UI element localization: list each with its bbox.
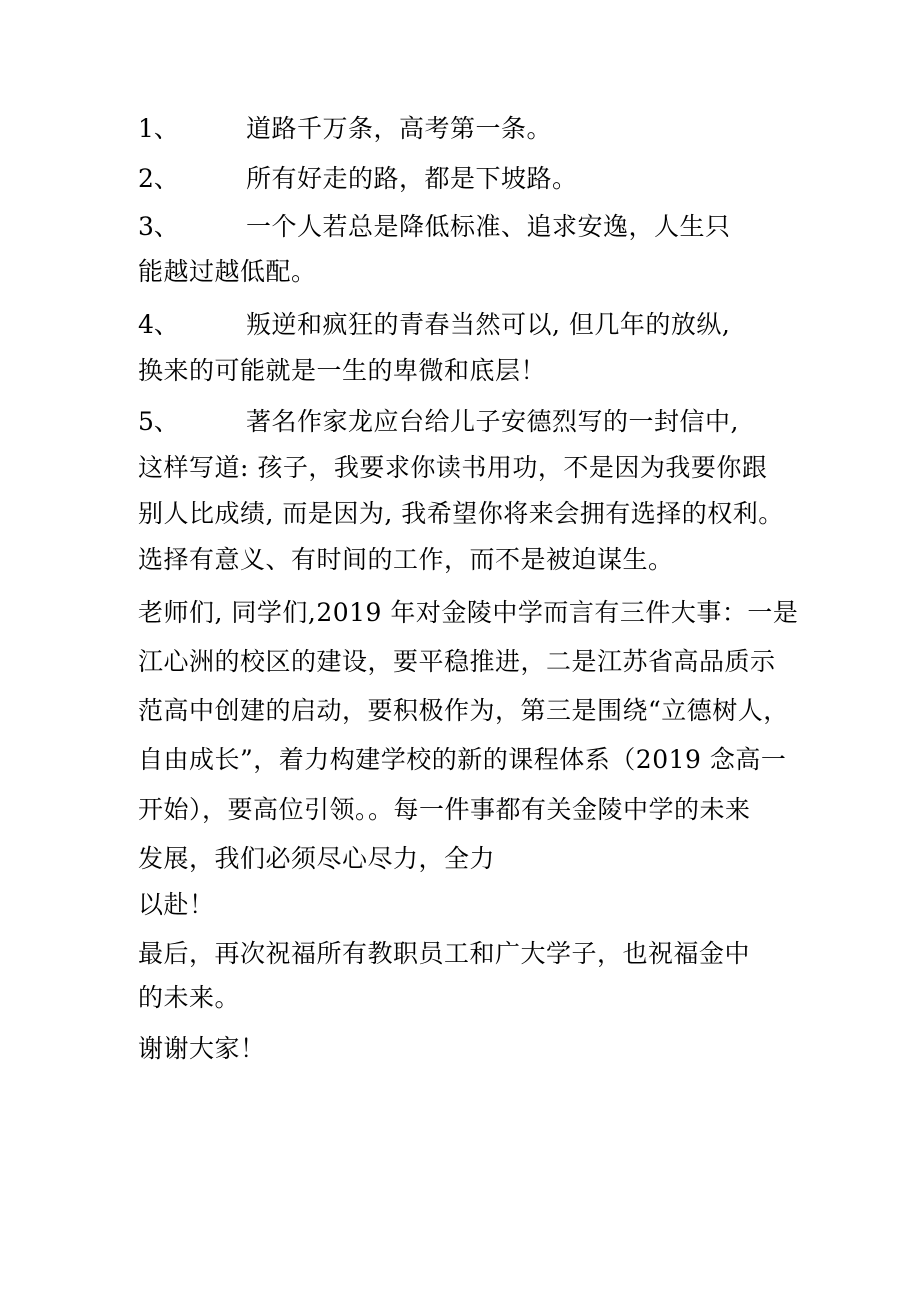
paragraph-line: 开始），要高位引领。。每一件事都有关金陵中学的未来	[138, 795, 751, 824]
list-item-5-continuation: 别人比成绩, 而是因为, 我希望你将来会拥有选择的权利。	[138, 499, 784, 528]
paragraph-line: 自由成长”，着力构建学校的新的课程体系（2019 念高一	[138, 745, 787, 774]
list-item-5-continuation: 这样写道: 孩子，我要求你读书用功，不是因为我要你跟	[138, 453, 768, 482]
list-number: 5、	[138, 407, 179, 436]
list-number: 2、	[138, 164, 179, 193]
paragraph-line: 发展，我们必须尽心尽力，全力	[138, 844, 496, 873]
thanks-line: 谢谢大家！	[138, 1034, 266, 1063]
list-item-4	[138, 310, 730, 340]
list-number: 3、	[138, 212, 179, 241]
list-item-4-continuation: 换来的可能就是一生的卑微和底层！	[138, 356, 547, 385]
list-item-5-continuation: 选择有意义、有时间的工作，而不是被迫谋生。	[138, 545, 674, 574]
paragraph-line: 范高中创建的启动，要积极作为，第三是围绕“立德树人，	[138, 696, 789, 725]
list-text: 叛逆和疯狂的青春当然可以, 但几年的放纵,	[246, 310, 731, 339]
list-text: 所有好走的路，都是下坡路。	[246, 164, 578, 193]
closing-line: 的未来。	[138, 983, 241, 1012]
paragraph-line: 江心洲的校区的建设，要平稳推进，二是江苏省高品质示	[138, 647, 776, 676]
list-number: 1、	[138, 114, 179, 143]
list-item-1	[138, 114, 552, 144]
list-text: 道路千万条，高考第一条。	[246, 114, 553, 143]
list-text: 一个人若总是降低标准、追求安逸，人生只	[246, 212, 731, 241]
list-item-3-continuation: 能越过越低配。	[138, 257, 317, 286]
closing-line: 最后，再次祝福所有教职员工和广大学子，也祝福金中	[138, 939, 751, 968]
list-item-3	[138, 212, 731, 242]
paragraph-line: 以赴！	[138, 890, 215, 919]
list-item-5	[138, 407, 739, 437]
paragraph-line: 老师们, 同学们,2019 年对金陵中学而言有三件大事：一是	[138, 598, 799, 627]
list-number: 4、	[138, 310, 179, 339]
list-text: 著名作家龙应台给儿子安德烈写的一封信中,	[246, 407, 739, 436]
list-item-2	[138, 164, 578, 194]
